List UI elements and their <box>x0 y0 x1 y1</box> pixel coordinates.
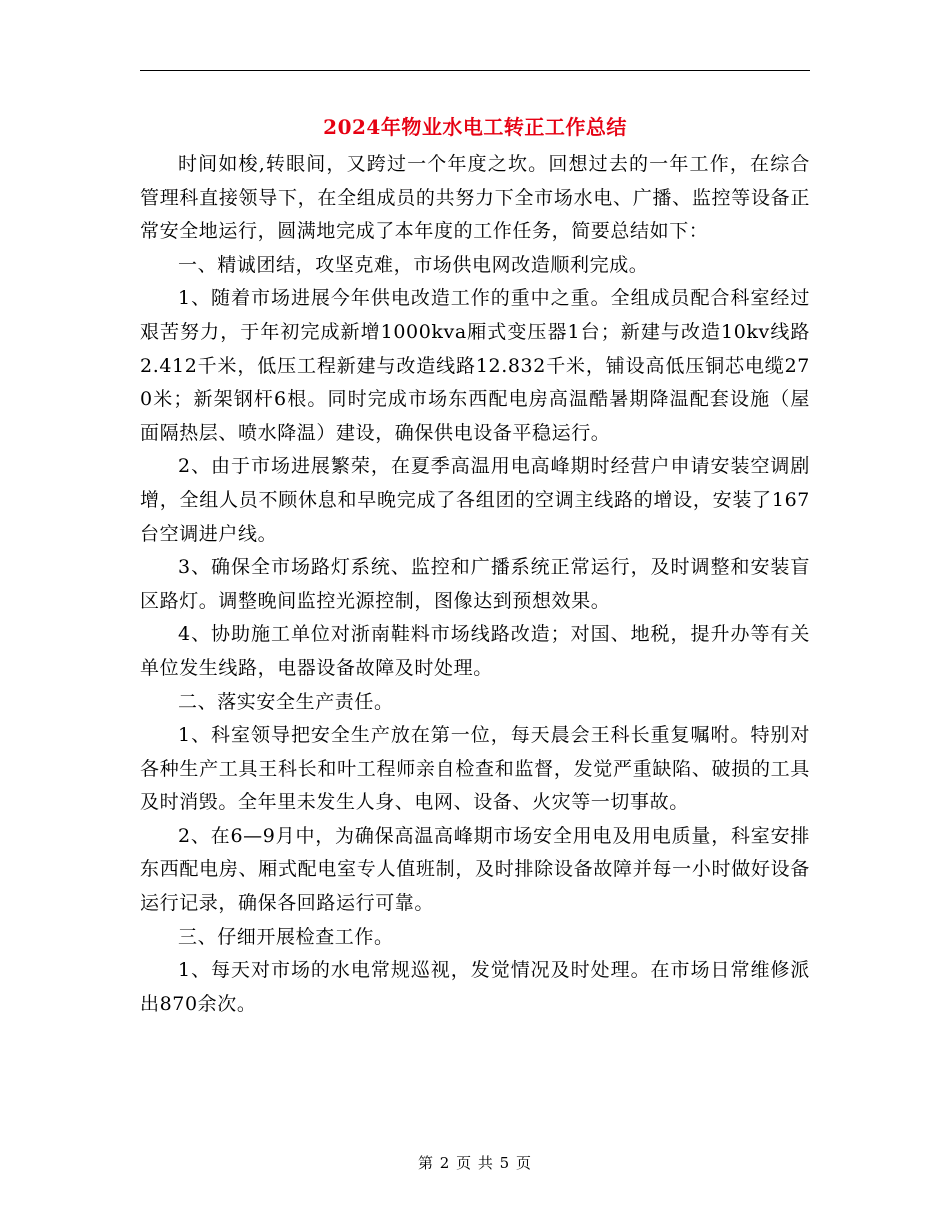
paragraph-1-2: 2、由于市场进展繁荣，在夏季高温用电高峰期时经营户申请安装空调剧增，全组人员不顾休息和早晚完成了各组团的空调主线路的增设，安装了167台空调进户线。 <box>140 455 810 545</box>
paragraph-2-1: 1、科室领导把安全生产放在第一位，每天晨会王科长重复嘱咐。特别对各种生产工具王科长和叶工程师亲自检查和监督，发觉严重缺陷、破损的工具及时消毁。全年里未发生人身、电网、设备、火灾等一切事故。 <box>140 724 810 814</box>
header-rule <box>140 70 810 71</box>
paragraph-1-4: 4、协助施工单位对浙南鞋料市场线路改造；对国、地税，提升办等有关单位发生线路，电器设备故障及时处理。 <box>140 623 810 679</box>
paragraph-2-2: 2、在6—9月中，为确保高温高峰期市场安全用电及用电质量，科室安排东西配电房、厢式配电室专人值班制，及时排除设备故障并每一小时做好设备运行记录，确保各回路运行可靠。 <box>140 824 810 915</box>
document-title: 2024年物业水电工转正工作总结 <box>323 115 627 139</box>
page-number: 第 2 页 共 5 页 <box>418 1154 532 1172</box>
document-body <box>140 148 810 1021</box>
paragraph-1-1: 1、随着市场进展今年供电改造工作的重中之重。全组成员配合科室经过艰苦努力，于年初完成新增1000kva厢式变压器1台；新建与改造10kv线路2.412千米，低压工程新建与改造线路12.832千米，铺设高低压铜芯电缆270米；新架钢杆6根。同时完成市场东西配电房高温酷暑期降温配套设施（屋面隔热层、喷水降温）建设，确保供电设备平稳运行。 <box>140 287 810 444</box>
section-heading-2: 二、落实安全生产责任。 <box>178 690 394 713</box>
paragraph-3-1: 1、每天对市场的水电常规巡视，发觉情况及时处理。在市场日常维修派出870余次。 <box>140 959 810 1015</box>
section-heading-1: 一、精诚团结，攻坚克难，市场供电网改造顺利完成。 <box>178 253 649 276</box>
paragraph-intro: 时间如梭,转眼间，又跨过一个年度之坎。回想过去的一年工作，在综合管理科直接领导下，在全组成员的共努力下全市场水电、广播、监控等设备正常安全地运行，圆满地完成了本年度的工作任务，简要总结如下： <box>140 153 810 243</box>
paragraph-1-3: 3、确保全市场路灯系统、监控和广播系统正常运行，及时调整和安装盲区路灯。调整晚间监控光源控制，图像达到预想效果。 <box>140 556 810 612</box>
section-heading-3: 三、仔细开展检查工作。 <box>178 925 394 948</box>
